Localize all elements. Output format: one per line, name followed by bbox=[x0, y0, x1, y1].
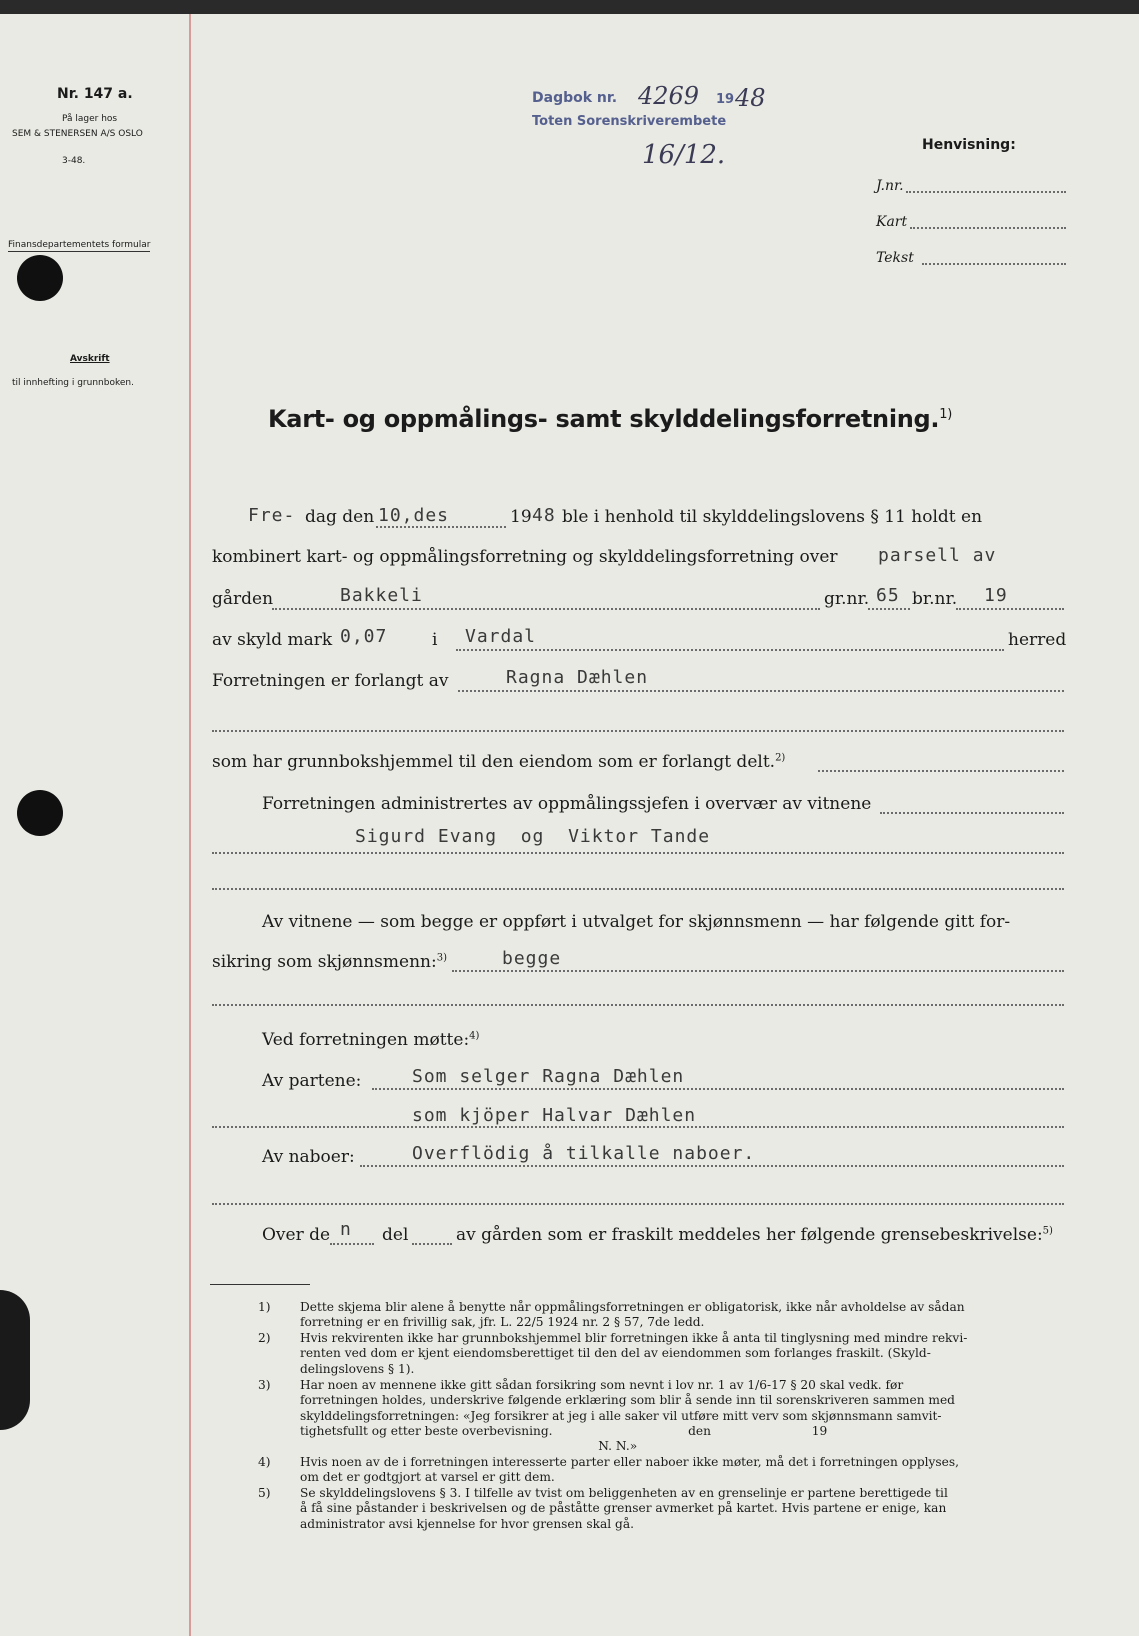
assurance-value: begge bbox=[502, 948, 562, 969]
reference-kart-label: Kart bbox=[876, 214, 908, 230]
journal-year: 48 bbox=[735, 84, 766, 112]
line1-text: ble i henhold til skylddelingslovens § 11 holdt en bbox=[562, 507, 983, 527]
journal-year-prefix: 19 bbox=[716, 92, 735, 107]
herred-value: Vardal bbox=[465, 626, 537, 647]
blank-line-1 bbox=[212, 730, 1064, 732]
requested-value: Ragna Dæhlen bbox=[506, 667, 649, 688]
line2-value: parsell av bbox=[878, 545, 997, 566]
dag-den-label: dag den bbox=[305, 507, 375, 527]
reference-heading: Henvisning: bbox=[922, 137, 1016, 153]
journal-stamp-line2: Toten Sorenskriverembete bbox=[532, 114, 727, 129]
neighbours-value: Overflödig å tilkalle naboer. bbox=[412, 1143, 756, 1164]
parties-value-2: som kjöper Halvar Dæhlen bbox=[412, 1105, 697, 1126]
copy-label: Avskrift bbox=[70, 354, 110, 364]
footnote-rule bbox=[210, 1284, 310, 1285]
scan-top-edge bbox=[0, 0, 1139, 14]
del-label: del bbox=[382, 1225, 409, 1245]
form-label: Finansdepartementets formular bbox=[8, 240, 151, 250]
present-label: Ved forretningen møtte:$^{4)}$ bbox=[262, 1030, 480, 1050]
journal-stamp-line1: Dagbok nr. bbox=[532, 90, 618, 106]
parties-value-1: Som selger Ragna Dæhlen bbox=[412, 1066, 685, 1087]
weekday-value: Fre- bbox=[248, 505, 296, 526]
year-prefix: 19 bbox=[510, 507, 532, 527]
publisher-line2: SEM & STENERSEN A/S OSLO bbox=[12, 129, 143, 139]
hjemmel-line bbox=[818, 770, 1064, 772]
reference-tekst-line bbox=[922, 263, 1066, 265]
reference-jnr-line bbox=[906, 191, 1066, 193]
line2-text: kombinert kart- og oppmålingsforretning og skylddelingsforretning over bbox=[212, 547, 838, 567]
parties-line-2 bbox=[212, 1126, 1064, 1128]
scan-edge-shadow bbox=[0, 1290, 30, 1430]
garden-value: Bakkeli bbox=[340, 585, 423, 606]
punch-hole-top bbox=[17, 255, 63, 301]
garden-label: gården bbox=[212, 589, 274, 609]
over-label: Over de bbox=[262, 1225, 331, 1245]
requested-label: Forretningen er forlangt av bbox=[212, 671, 449, 691]
journal-date: 16/12. bbox=[642, 140, 726, 170]
grnr-line bbox=[868, 608, 910, 610]
margin-rule bbox=[189, 14, 191, 1636]
parties-label: Av partene: bbox=[262, 1071, 362, 1091]
boundary-text: av gården som er fraskilt meddeles her følgende grensebeskrivelse:$^{5)}$ bbox=[456, 1225, 1053, 1245]
reference-tekst-label: Tekst bbox=[876, 250, 914, 266]
reference-kart-line bbox=[910, 227, 1066, 229]
parties-line-1 bbox=[372, 1088, 1064, 1090]
del-line bbox=[412, 1243, 452, 1245]
grnr-label: gr.nr. bbox=[824, 589, 870, 609]
journal-number: 4269 bbox=[638, 82, 700, 110]
over-value: n bbox=[340, 1219, 352, 1240]
admin-line bbox=[880, 812, 1064, 814]
year-value: 48 bbox=[532, 505, 556, 526]
admin-text: Forretningen administrertes av oppmålingssjefen i overvær av vitnene bbox=[262, 794, 872, 814]
assurance-line bbox=[452, 970, 1064, 972]
form-number: Nr. 147 a. bbox=[57, 86, 133, 102]
assurance-line1: Av vitnene — som begge er oppført i utvalget for skjønnsmenn — har følgende gitt for- bbox=[262, 912, 1011, 932]
witnesses-value: Sigurd Evang og Viktor Tande bbox=[355, 826, 711, 847]
hjemmel-text: som har grunnbokshjemmel til den eiendom som er forlangt delt.$^{2)}$ bbox=[212, 752, 786, 772]
brnr-label: br.nr. bbox=[912, 589, 958, 609]
brnr-line bbox=[956, 608, 1064, 610]
blank-line-4 bbox=[212, 1203, 1064, 1205]
neighbours-label: Av naboer: bbox=[262, 1147, 355, 1167]
edition: 3-48. bbox=[62, 156, 86, 166]
requested-line bbox=[458, 690, 1064, 692]
brnr-value: 19 bbox=[984, 585, 1008, 606]
i-label: i bbox=[432, 630, 438, 650]
skyld-label: av skyld mark bbox=[212, 630, 333, 650]
date-value: 10,des bbox=[378, 505, 450, 526]
grnr-value: 65 bbox=[876, 585, 900, 606]
copy-note: til innhefting i grunnboken. bbox=[12, 378, 134, 388]
assurance-line2: sikring som skjønnsmenn:$^{3)}$ bbox=[212, 952, 447, 972]
blank-line-2 bbox=[212, 888, 1064, 890]
publisher-line1: På lager hos bbox=[62, 114, 118, 124]
herred-label: herred bbox=[1008, 630, 1067, 650]
witnesses-line bbox=[212, 852, 1064, 854]
blank-line-3 bbox=[212, 1004, 1064, 1006]
neighbours-line bbox=[360, 1165, 1064, 1167]
date-line bbox=[376, 526, 506, 528]
reference-jnr-label: J.nr. bbox=[876, 178, 904, 194]
herred-line bbox=[456, 649, 1004, 651]
garden-line bbox=[272, 608, 820, 610]
skyld-value: 0,07 bbox=[340, 626, 388, 647]
punch-hole-middle bbox=[17, 790, 63, 836]
document-title: Kart- og oppmålings- samt skylddelingsforretning.$^{1)}$ bbox=[268, 405, 952, 433]
over-line bbox=[330, 1243, 374, 1245]
